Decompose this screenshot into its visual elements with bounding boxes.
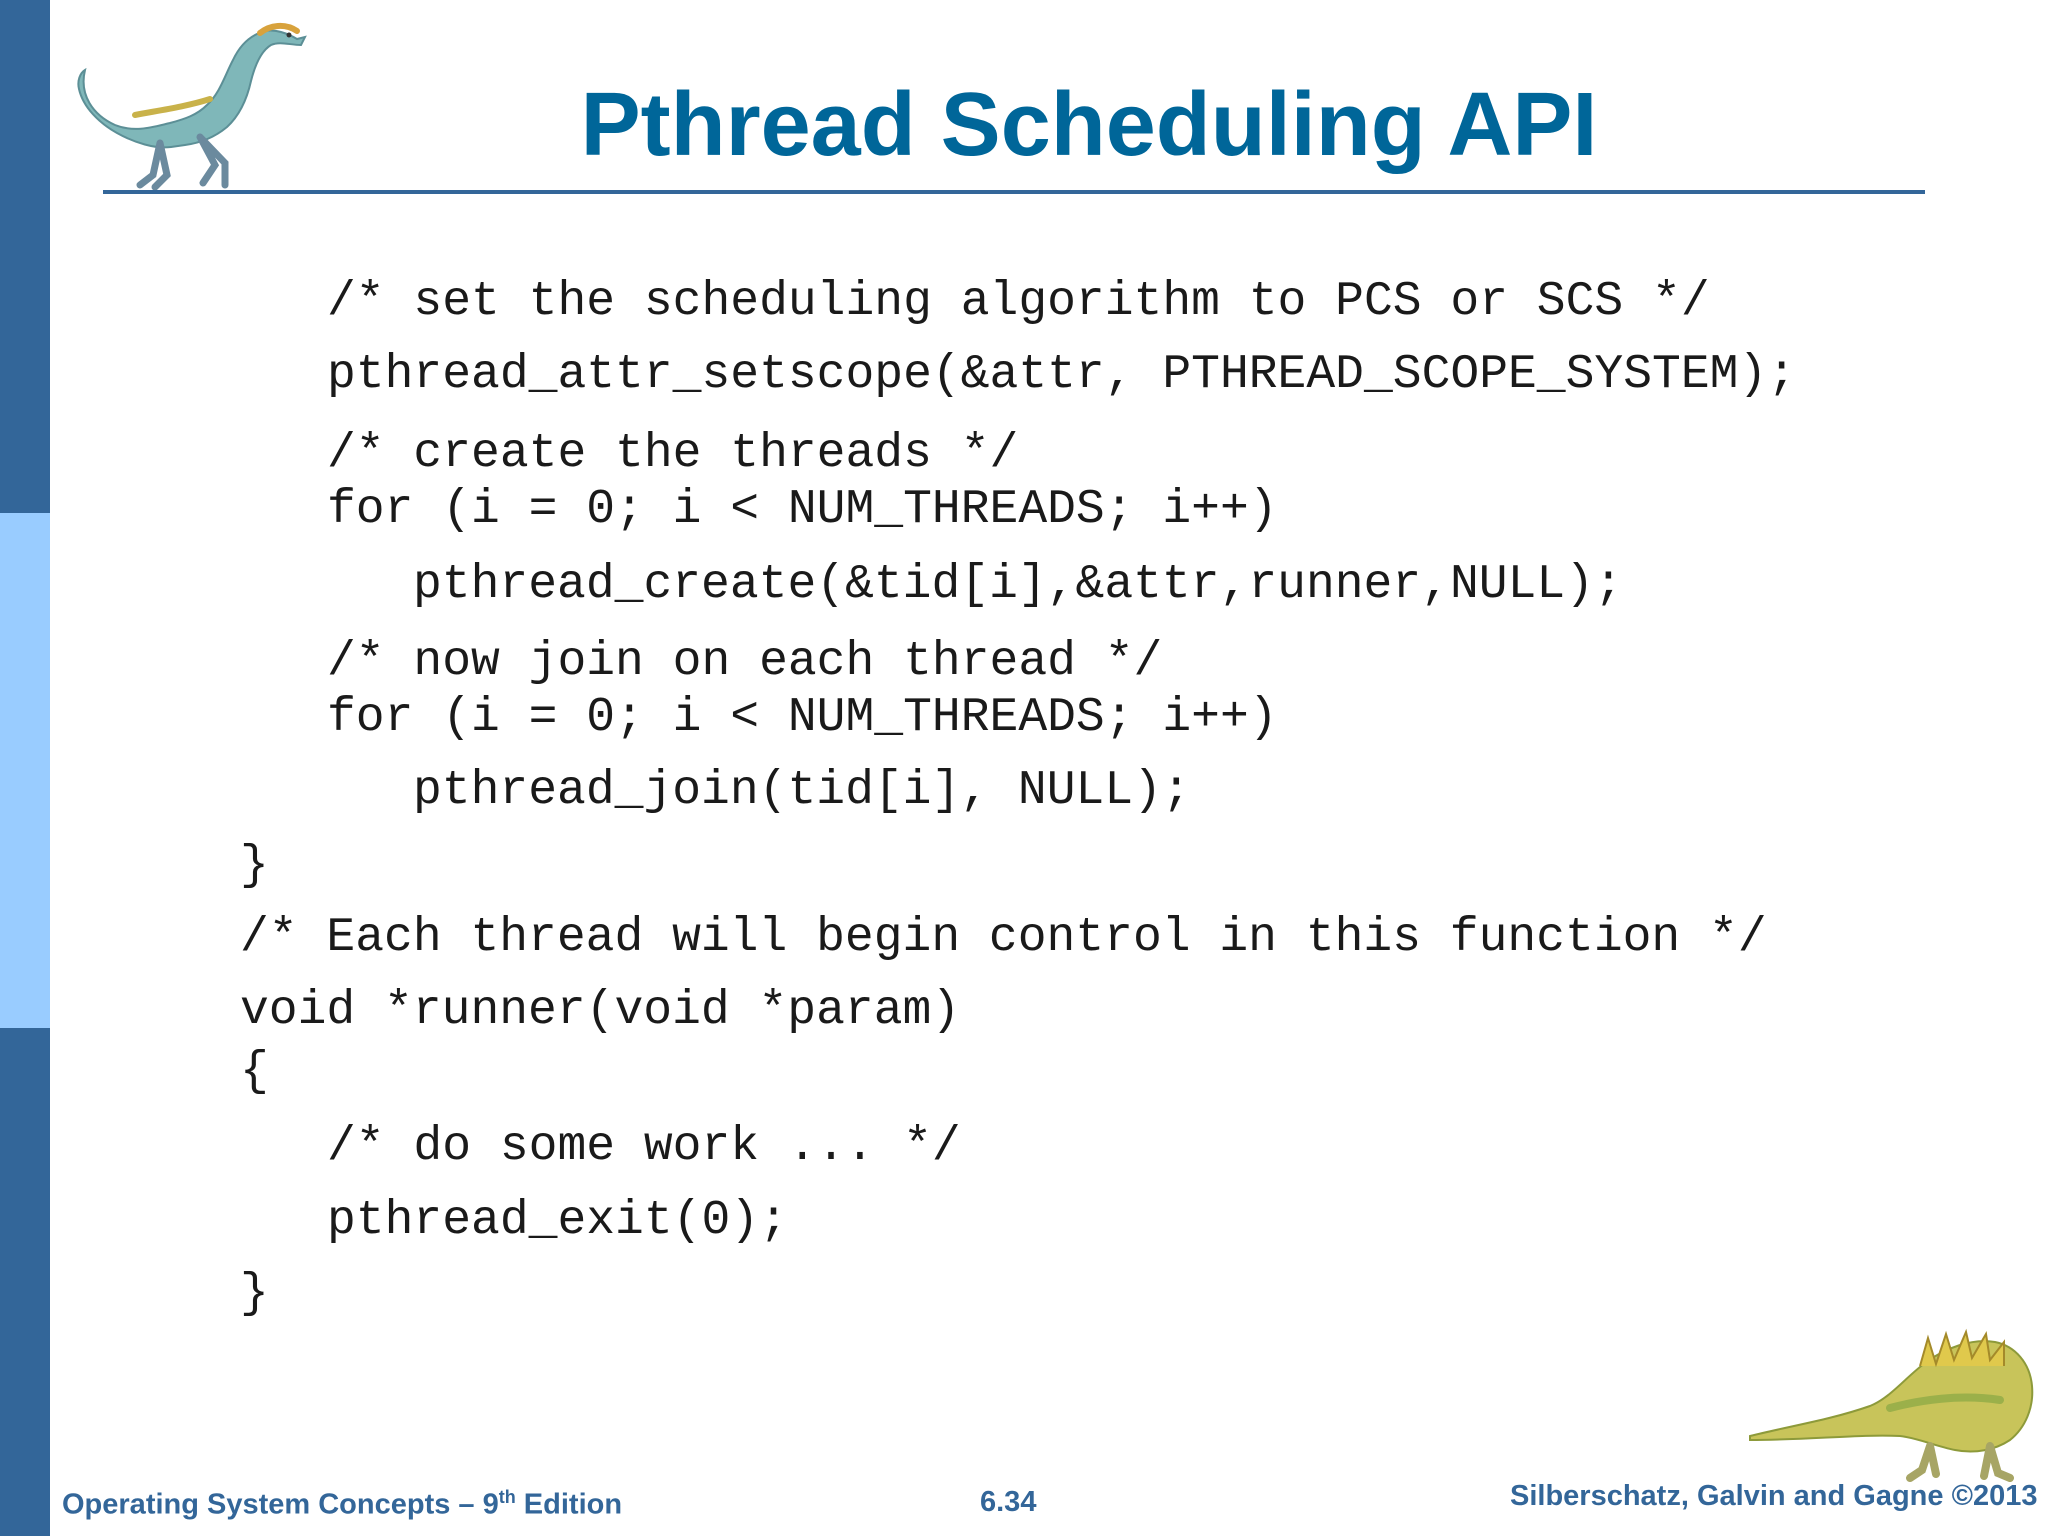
code-line: pthread_attr_setscope(&attr, PTHREAD_SCOPE_SYSTEM); <box>327 348 1797 402</box>
code-line: /* set the scheduling algorithm to PCS or SCS */ <box>327 275 1710 329</box>
footer-authors: Silberschatz, Galvin and Gagne ©2013 <box>1510 1480 2038 1512</box>
footer-page-number: 6.34 <box>980 1486 1037 1518</box>
code-line: } <box>240 839 269 893</box>
code-line: /* now join on each thread */ <box>327 635 1163 689</box>
code-line: { <box>240 1045 269 1099</box>
code-line: for (i = 0; i < NUM_THREADS; i++) <box>327 483 1278 537</box>
slide-title: Pthread Scheduling API <box>580 75 1598 175</box>
code-line: } <box>240 1267 269 1321</box>
code-line: pthread_exit(0); <box>327 1194 788 1248</box>
code-line: void *runner(void *param) <box>240 984 961 1038</box>
code-line: pthread_join(tid[i], NULL); <box>413 764 1191 818</box>
code-line: for (i = 0; i < NUM_THREADS; i++) <box>327 691 1278 745</box>
code-line: /* do some work ... */ <box>327 1120 961 1174</box>
footer-book-title: Operating System Concepts – 9th Edition <box>62 1487 623 1521</box>
code-line: pthread_create(&tid[i],&attr,runner,NULL); <box>413 558 1623 612</box>
dinosaur-icon <box>1740 1308 2040 1483</box>
code-line: /* Each thread will begin control in this function */ <box>240 911 1767 965</box>
code-line: /* create the threads */ <box>327 427 1019 481</box>
